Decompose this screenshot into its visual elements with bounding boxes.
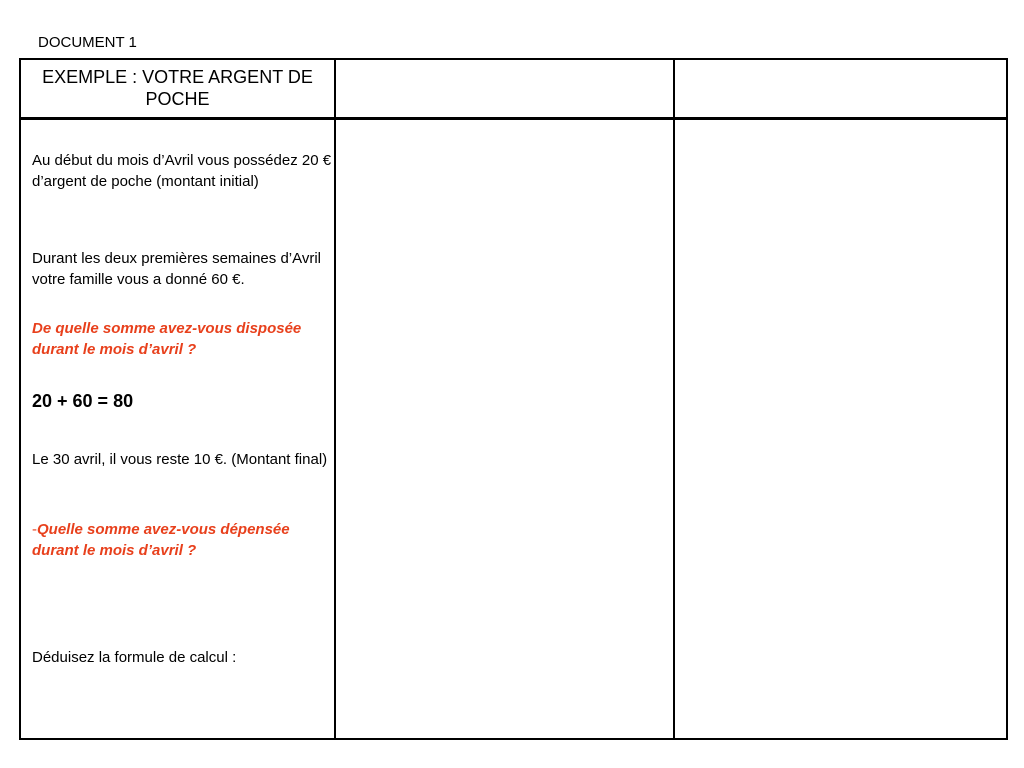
question-spent-prefix: - (32, 520, 37, 538)
final-amount-text: Le 30 avril, il vous reste 10 €. (Montant final) (32, 450, 328, 468)
deduce-formula-text: Déduisez la formule de calcul : (32, 648, 237, 666)
answer-cell-3 (674, 118, 1007, 739)
document-label: DOCUMENT 1 (38, 34, 137, 51)
answer-cell-2 (335, 118, 674, 739)
worksheet-table (19, 58, 1008, 740)
example-body-cell (20, 118, 335, 739)
question-spent (32, 519, 332, 561)
family-gift-text: Durant les deux premières semaines d’Avril votre famille vous a donné 60 €. (32, 249, 322, 288)
initial-amount-text: Au début du mois d’Avril vous possédez 20 € d’argent de poche (montant initial) (32, 151, 332, 190)
question-spent-text: Quelle somme avez-vous dépensée durant le mois d’avril ? (32, 520, 290, 559)
calculation-text: 20 + 60 = 80 (32, 390, 134, 411)
header-cell-example: EXEMPLE : VOTRE ARGENT DE POCHE (20, 59, 335, 118)
header-cell-3 (674, 59, 1007, 118)
body-row (20, 118, 1007, 739)
question-total-available: De quelle somme avez-vous disposée durant le mois d’avril ? (32, 319, 302, 358)
header-cell-2 (335, 59, 674, 118)
header-row (20, 59, 1007, 118)
